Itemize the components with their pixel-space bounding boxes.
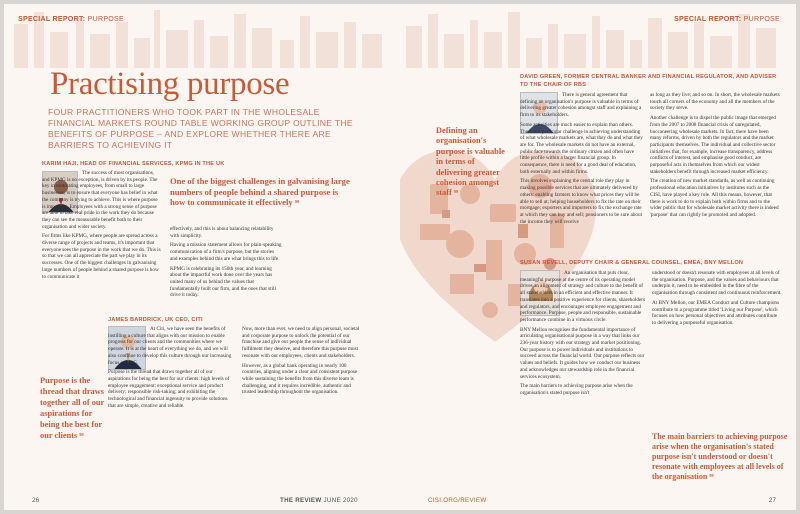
article-standfirst: FOUR PRACTITIONERS WHO TOOK PART IN THE WHOLESALE FINANCIAL MARKETS ROUND TABLE WORKING GROUP OUTLINE THE BENEFITS OF PURPOSE – AND EXPLORE WHETHER THERE ARE BARRIERS TO ACHIEVING IT [48,107,353,150]
david-col1-p3: This involves explaining the central role they play in making possible services that are ultimately delivered by others: enabling farmers to know what prices they will be able to sell at; helping householders to fix the rate on their mortgage; exporters and importers to fix the exchange rate at which they can buy and sell; pensioners to be sure about the income they will receive [520,178,643,225]
david-col1-p2: Some activities are much easier to explain than others. There is a particular challenge in achieving understanding of what wholesale markets are, what they do and what they are for. The wholesale markets do not have an external, public face towards the ordinary citizen and often have little profile within a larger financial group. In consequence, there is need for a good deal of education, both externally and within firms. [520,121,643,175]
right-page [400,4,796,510]
james-col1-p2: Purpose is the thread that draws together all of our aspirations for being the best for our clients: high levels of employee engagement; exceptional service and product delivery; responsible risk-taking; and exhibiting the technological and financial ingenuity to provide solutions that are simple, creative and reliable. [108,369,230,409]
article-title: Practising purpose [50,66,290,102]
susan-col1-p2: BNY Mellon recognises the fundamental importance of articulating organisational purpose in a way that links our 236-year history with our strategy and market positioning. Our purpose is to power individuals and institutions to succeed across the financial world. Our purpose reflects our values and beliefs. It guides how we conduct our business and acknowledges our stewardship role in the financial services ecosystem. [520,326,645,380]
karim-col2-p1: effectively, and this is about balancing relatability with simplicity. [170,226,274,239]
pullquote-david: Defining an organisation's purpose is valuable in terms of delivering greater cohesion amongst staff ⁹⁹ [436,126,505,198]
footer-publication: THE REVIEW JUNE 2020 [280,497,358,504]
section-tag-left: SPECIAL REPORT: PURPOSE [18,16,124,23]
karim-column-1 [42,170,162,283]
susan-col2-p2: At BNY Mellon, our EMEA Conduct and Culture champions contribute to a programme titled 'Living our Purpose', which focuses on how personal objectives and attributes contribute to delivering a purposeful organisation. [652,299,780,326]
susan-col2-p1: understood or doesn't resonate with employees at all levels of the organisation. Purpose, and the values and behaviours that underpin it, need to be embedded in the fibre of the organisation through consistent and continuous reinforcement. [652,270,782,297]
karim-column-2 [170,226,282,302]
james-column-1 [108,326,234,412]
byline-karim: KARIM HAJI, HEAD OF FINANCIAL SERVICES, KPMG IN THE UK [42,161,225,167]
pullquote-karim: One of the biggest challenges in galvanising large numbers of people behind a shared purpose is how to communicate it effectively ⁹⁹ [170,176,350,208]
karim-col2-p2: Having a mission statement allows for plain-speaking communication of a firm's purpose, but the stories and examples behind this are what brings this to life. [170,242,282,262]
susan-col1-p3: The main barriers to achieving purpose arise when the organisation's stated purpose isn't [520,383,633,396]
footer-website: CISI.ORG/REVIEW [428,497,487,504]
james-column-2 [242,326,360,399]
section-tag-right: SPECIAL REPORT: PURPOSE [674,16,780,23]
david-col2-p1: as long as they live; and so on. In short, the wholesale markets touch all corners of the economy and all the members of the society they serve. [650,92,780,112]
james-col2-p2: However, as a global bank operating in nearly 100 countries, aligning under a clear and consistent purpose while sustaining the benefits from this diverse team is challenging, and it requires incredible, authentic and trusted leadership throughout the organisation. [242,362,358,396]
james-col2-p1: Now, more than ever, we need to align personal, societal and corporate purpose to unlock the potential of our franchise and give our people the sense of individual fulfilment they deserve, and therefore this purpose must resonate with our employees, clients and stakeholders. [242,326,360,359]
page-number-right: 27 [768,497,776,504]
david-column-2 [650,92,780,222]
susan-column-1 [520,270,646,400]
karim-col1-p2: For firms like KPMG, where people are spread across a diverse range of projects and teams, it's important that everyone sees the purpose in the work that we do. This is so that we can all appreciate the part we play in its successes. One of the biggest challenges in galvanising large numbers of people behind a shared purpose is how to communicate it [42,233,161,280]
byline-susan: SUSAN REVELL, DEPUTY CHAIR & GENERAL COUNSEL, EMEA, BNY MELLON [520,260,744,266]
susan-col1-p1: An organisation that puts clear, meaningful purpose at the centre of its operating model drives an alignment of strategy and culture to the benefit of all stakeholders in an efficient and effective manner. It translates into a positive experience for clients, shareholders and regulators, and encourages employee engagement and performance. Purpose, people and responsible, sustainable performance combine in a virtuous circle. [520,270,646,323]
city-skyline-illustration [4,4,400,68]
david-col2-p2: Another challenge is to dispel the public image that emerged from the 2007 to 2008 financial crisis of unregulated, buccaneering wholesale markets. In fact, there have been many reforms, driven by both the regulators and the market participants themselves. The individual and collective sector initiatives that, for example, increase transparency, address conflicts of interest, and emphasise good conduct, are purposeful acts in themselves from which our widest stakeholders benefit through increased market efficiency. [650,115,776,175]
left-page [4,4,400,510]
pullquote-susan: The main barriers to achieving purpose arise when the organisation's stated purpose isn't understood or doesn't resonate with employees at all levels of the organisation ⁹⁹ [652,432,788,481]
david-col2-p3: The creation of new market standards, as well as continuing professional education initiatives by institutes such as the CISI, have played a key role. All this means, however, that there is work to do to explain both within firms and to the wider public that for wholesale market activity there is indeed 'purpose' that can rightly be promoted and adopted. [650,178,779,218]
page-number-left: 26 [32,497,40,504]
david-column-1 [520,92,644,228]
city-skyline-illustration [400,4,796,68]
byline-james: JAMES BARDRICK, UK CEO, CITI [108,317,203,323]
james-col1-p1: At Citi, we have seen the benefits of instilling a culture that aligns with our mission to enable progress for our clients and the communities where we operate. It is at the heart of everything we do, and we will also continue to develop this culture through our increasing focus on ESG. [108,326,232,366]
pullquote-james: Purpose is the thread that draws together all of our aspirations for being the best for our clients ⁹⁹ [40,376,105,440]
karim-col1-p1: The success of most organisations, and KPMG is no exception, is driven by its people. The key in motivating employees, from small to large businesses, is to ensure that everyone has belief in what the company is trying to achieve. This is where purpose is important. Employees with a strong sense of purpose are able to take real pride in the work they do because they can see the measurable benefit both to their organisation and wider society. [42,170,158,230]
byline-david: DAVID GREEN, FORMER CENTRAL BANKER AND FINANCIAL REGULATOR, AND ADVISER TO THE CHAIR OF RBS [520,74,777,88]
karim-col2-p3: KPMG is celebrating its 150th year, and learning about the impactful work done over the years has united many of us behind the values that fundamentally built our firm, and the ones that still drive it today. [170,265,276,299]
susan-column-2 [652,270,782,330]
david-col1-p1: There is general agreement that defining an organisation's purpose is valuable in terms of delivering greater cohesion amongst staff and explaining a firm to its stakeholders. [520,92,642,119]
